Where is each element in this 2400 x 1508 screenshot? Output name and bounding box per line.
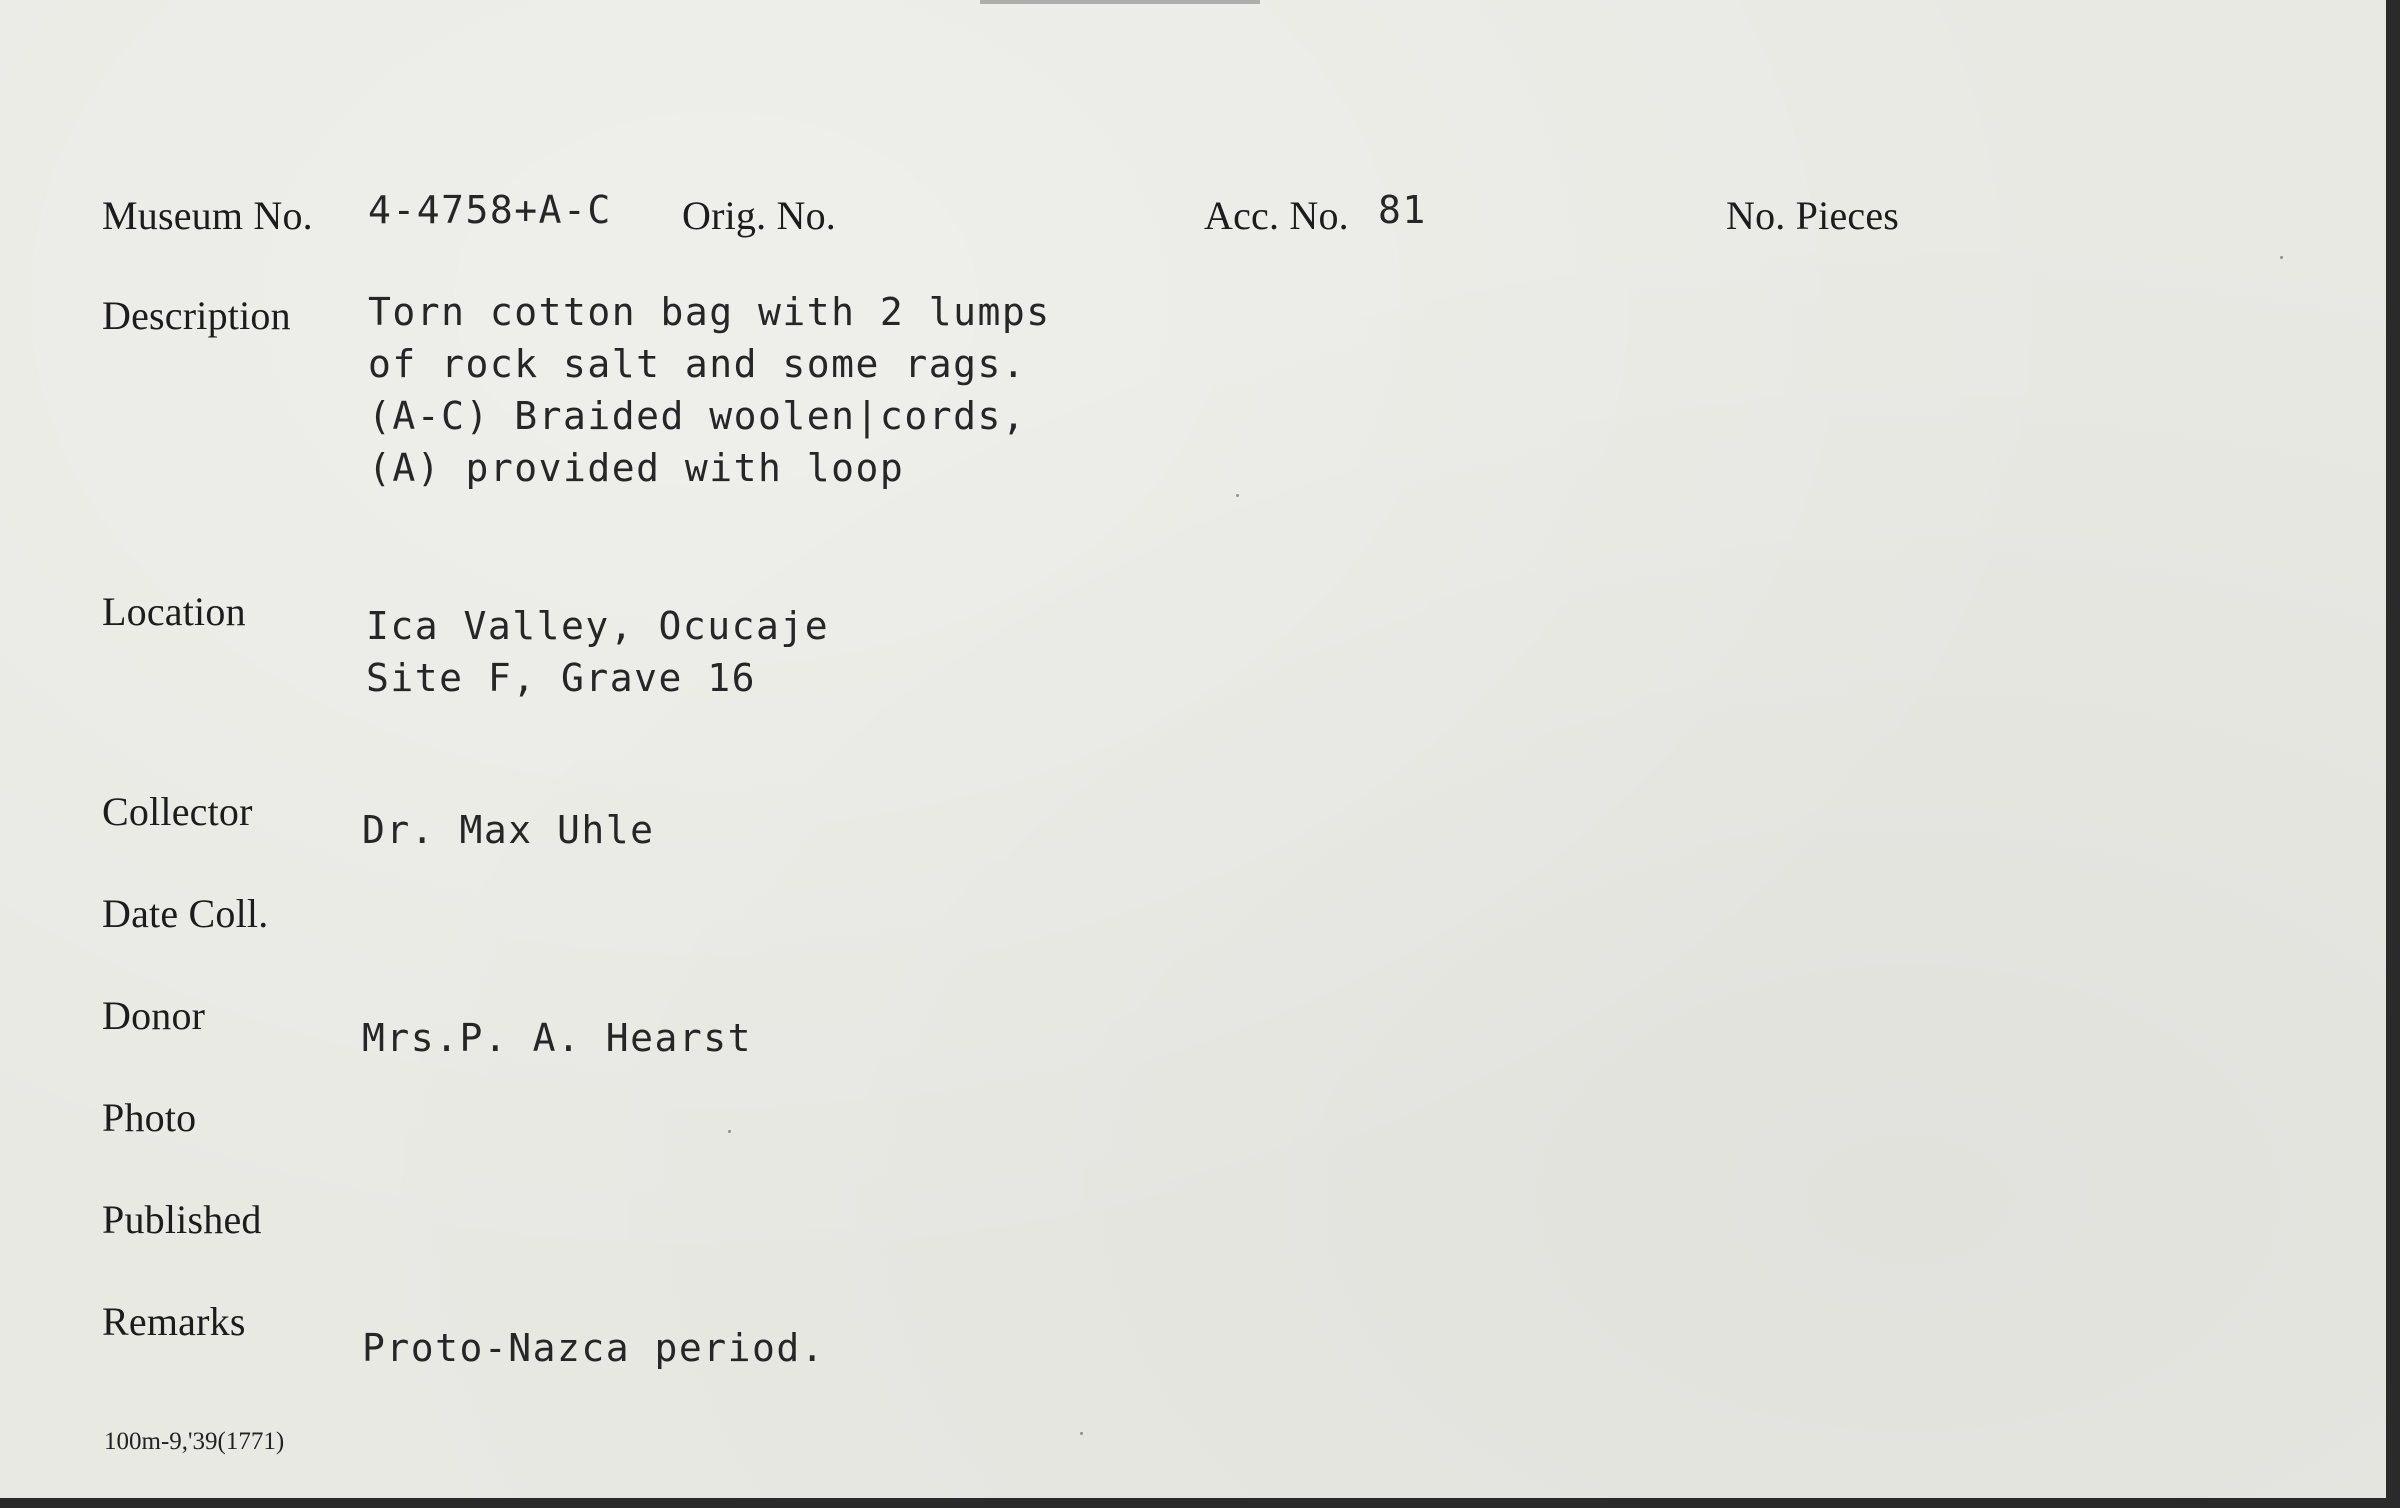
collector-value: Dr. Max Uhle <box>362 808 655 852</box>
form-print-code: 100m-9,'39(1771) <box>104 1428 285 1455</box>
acc-no-label: Acc. No. <box>1204 193 1349 238</box>
published-label: Published <box>102 1197 262 1242</box>
location-text <box>366 600 829 704</box>
remarks-value: Proto-Nazca period. <box>362 1326 826 1370</box>
scan-speck <box>728 1130 731 1133</box>
description-line: Torn cotton bag with 2 lumps <box>368 290 1051 334</box>
acc-no-value: 81 <box>1378 188 1427 232</box>
description-line: of rock salt and some rags. <box>368 342 1027 386</box>
scan-edge-mark <box>980 0 1260 4</box>
description-label: Description <box>102 293 291 338</box>
museum-no-label: Museum No. <box>102 193 313 238</box>
museum-no-value: 4-4758+A-C <box>368 188 612 232</box>
donor-value: Mrs.P. A. Hearst <box>362 1016 753 1060</box>
description-line: (A) provided with loop <box>368 446 905 490</box>
location-line: Ica Valley, Ocucaje <box>366 604 830 648</box>
photo-label: Photo <box>102 1095 197 1140</box>
scan-speck <box>1080 1432 1083 1435</box>
remarks-label: Remarks <box>102 1299 246 1344</box>
description-line: (A-C) Braided woolen|cords, <box>368 394 1027 438</box>
description-text <box>368 286 1051 494</box>
location-line: Site F, Grave 16 <box>366 656 757 700</box>
scan-speck <box>1236 494 1239 497</box>
donor-label: Donor <box>102 993 206 1038</box>
orig-no-label: Orig. No. <box>682 193 837 238</box>
scan-speck <box>2280 256 2283 259</box>
date-coll-label: Date Coll. <box>102 891 269 936</box>
collector-label: Collector <box>102 789 253 834</box>
no-pieces-label: No. Pieces <box>1726 193 1900 238</box>
location-label: Location <box>102 589 246 634</box>
